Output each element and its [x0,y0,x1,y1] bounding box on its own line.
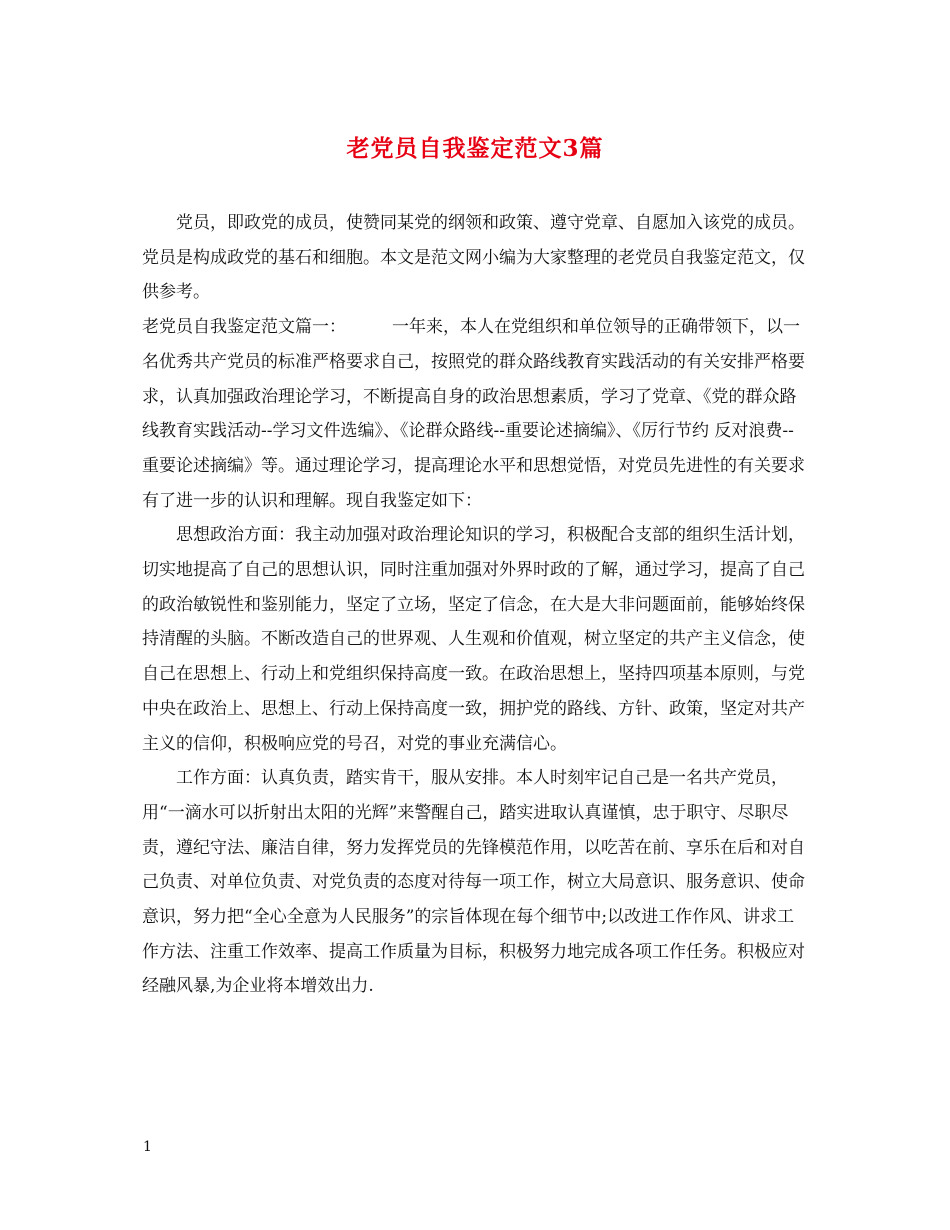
political-paragraph: 思想政治方面：我主动加强对政治理论知识的学习，积极配合支部的组织生活计划，切实地提高了自己的思想认识，同时注重加强对外界时政的了解，通过学习，提高了自己的政治敏锐性和鉴别能力，坚定了立场，坚定了信念，在大是大非问题面前，能够始终保持清醒的头脑。不断改造自己的世界观、人生观和价值观，树立坚定的共产主义信念，使自己在思想上、行动上和党组织保持高度一致。在政治思想上，坚持四项基本原则，与党中央在政治上、思想上、行动上保持高度一致，拥护党的路线、方针、政策，坚定对共产主义的信仰，积极响应党的号召，对党的事业充满信心。 [142,525,805,754]
work-paragraph: 工作方面：认真负责，踏实肯干，服从安排。本人时刻牢记自己是一名共产党员，用“一滴水可以折射出太阳的光辉”来警醒自己，踏实进取认真谨慎，忠于职守、尽职尽责，遵纪守法、廉洁自律，努力发挥党员的先锋模范作用，以吃苦在前、享乐在后和对自己负责、对单位负责、对党负责的态度对待每一项工作，树立大局意识、服务意识、使命意识，努力把“全心全意为人民服务”的宗旨体现在每个细节中;以改进工作作风、讲求工作方法、注重工作效率、提高工作质量为目标，积极努力地完成各项工作任务。积极应对经融风暴,为企业将本增效出力. [142,768,805,997]
page-number: 1 [143,1139,152,1155]
document-title: 老党员自我鉴定范文3篇 [346,135,604,162]
section1-text: 一年来，本人在党组织和单位领导的正确带领下，以一名优秀共产党员的标准严格要求自己，按照党的群众路线教育实践活动的有关安排严格要求，认真加强政治理论学习，不断提高自身的政治思想素质，学习了党章、《党的群众路线教育实践活动--学习文件选编》、《论群众路线--重要论述摘编》、《厉行节约 反对浪费--重要论述摘编》等。通过理论学习，提高理论水平和思想觉悟，对党员先进性的有关要求有了进一步的认识和理解。现自我鉴定如下： [142,317,805,511]
document-body [142,206,807,1004]
section1-paragraph [142,310,807,518]
intro-paragraph: 党员，即政党的成员，使赞同某党的纲领和政策、遵守党章、自愿加入该党的成员。党员是构成政党的基石和细胞。本文是范文网小编为大家整理的老党员自我鉴定范文，仅供参考。 [142,213,805,303]
section1-heading: 老党员自我鉴定范文篇一： [142,317,346,338]
